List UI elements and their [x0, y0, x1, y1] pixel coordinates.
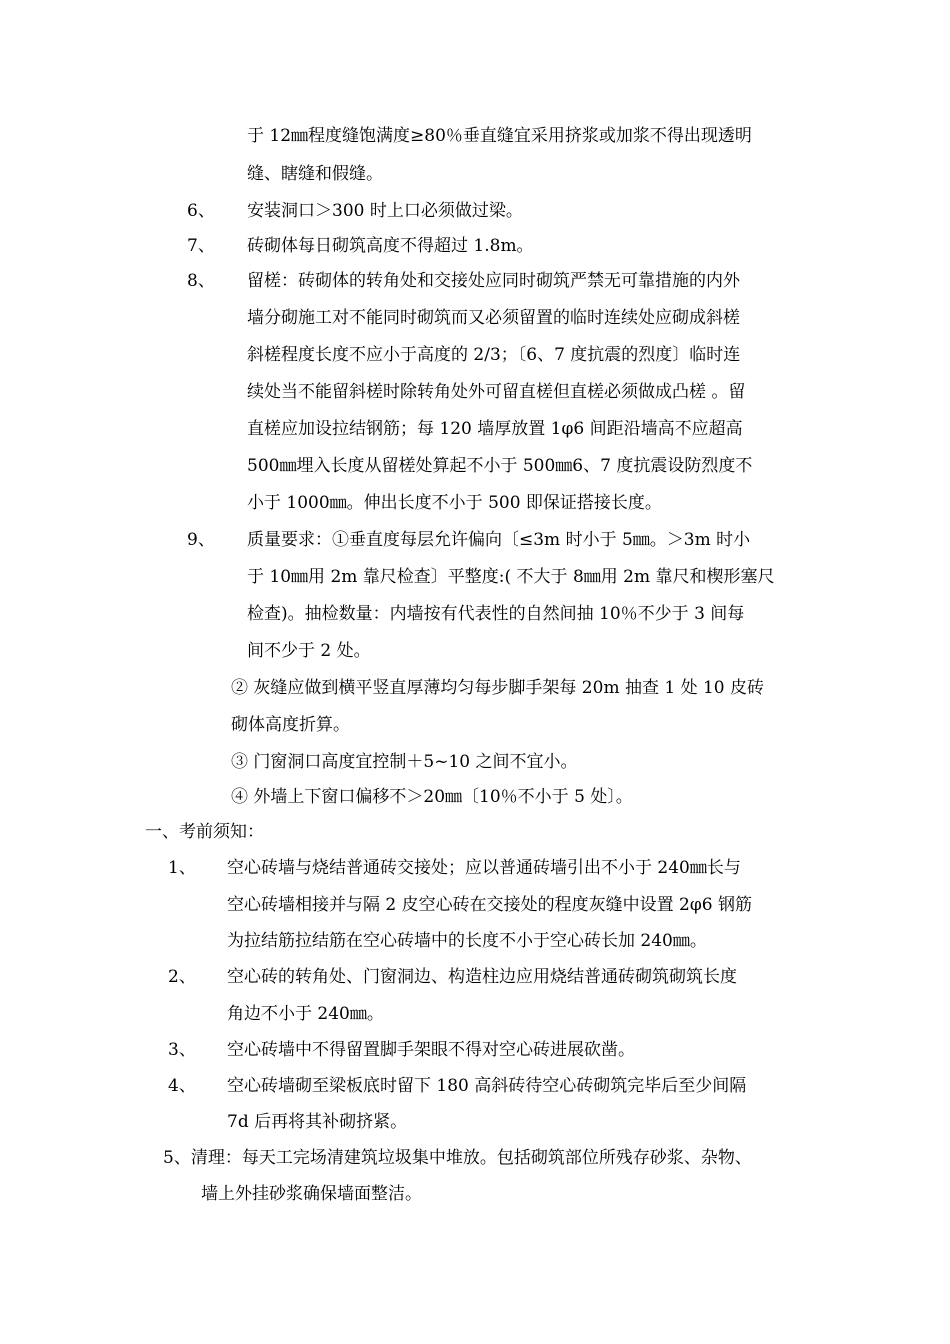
item-number: 2、 — [168, 967, 196, 987]
text-line: ③ 门窗洞口高度宜控制＋5~10 之间不宜小。 — [231, 752, 578, 772]
text-line: 质量要求：①垂直度每层允许偏向〔≤3m 时小于 5㎜。＞3m 时小 — [247, 530, 751, 550]
text-line: 5、清理：每天工完场清建筑垃圾集中堆放。包括砌筑部位所残存砂浆、杂物、 — [163, 1148, 752, 1168]
text-line: 直槎应加设拉结钢筋；每 120 墙厚放置 1φ6 间距沿墙高不应超高 — [247, 419, 743, 439]
text-line: 于 12㎜程度缝饱满度≥80％垂直缝宜采用挤浆或加浆不得出现透明 — [247, 126, 752, 146]
text-line: 7d 后再将其补砌挤紧。 — [227, 1112, 408, 1132]
item-number: 8、 — [187, 271, 215, 291]
section-heading: 一、考前须知： — [145, 822, 264, 842]
text-line: 空心砖墙相接并与隔 2 皮空心砖在交接处的程度灰缝中设置 2φ6 钢筋 — [227, 895, 752, 915]
text-line: 缝、瞎缝和假缝。 — [247, 164, 383, 184]
text-line: 斜槎程度长度不应小于高度的 2/3；〔6、7 度抗震的烈度〕临时连 — [247, 345, 741, 365]
text-line: 于 10㎜用 2m 靠尺检查〕平整度:( 不大于 8㎜用 2m 靠尺和楔形塞尺 — [247, 567, 775, 587]
text-line: 砌体高度折算。 — [231, 715, 350, 735]
text-line: 墙分砌施工对不能同时砌筑而又必须留置的临时连续处应砌成斜槎 — [247, 308, 740, 328]
text-line: 空心砖墙与烧结普通砖交接处；应以普通砖墙引出不小于 240㎜长与 — [227, 858, 741, 878]
text-line: 间不少于 2 处。 — [247, 641, 371, 661]
text-line: 空心砖的转角处、门窗洞边、构造柱边应用烧结普通砖砌筑砌筑长度 — [227, 967, 737, 987]
text-line: 续处当不能留斜槎时除转角处外可留直槎但直槎必须做成凸槎 。留 — [247, 382, 746, 402]
text-line: 空心砖墙砌至梁板底时留下 180 高斜砖待空心砖砌筑完毕后至少间隔 — [227, 1076, 747, 1096]
text-line: 安装洞口＞300 时上口必须做过梁。 — [247, 201, 523, 221]
item-number: 4、 — [168, 1076, 196, 1096]
text-line: 空心砖墙中不得留置脚手架眼不得对空心砖进展砍凿。 — [227, 1040, 635, 1060]
text-line: ④ 外墙上下窗口偏移不＞20㎜〔10％不小于 5 处〕。 — [231, 787, 633, 807]
item-number: 9、 — [187, 530, 215, 550]
text-line: 留槎：砖砌体的转角处和交接处应同时砌筑严禁无可靠措施的内外 — [247, 271, 740, 291]
text-line: 角边不小于 240㎜。 — [227, 1004, 384, 1024]
text-line: 500㎜埋入长度从留槎处算起不小于 500㎜6、7 度抗震设防烈度不 — [247, 456, 753, 476]
text-line: 检查)。抽检数量：内墙按有代表性的自然间抽 10％不少于 3 间每 — [247, 604, 745, 624]
text-line: 墙上外挂砂浆确保墙面整洁。 — [201, 1184, 422, 1204]
text-line: 为拉结筋拉结筋在空心砖墙中的长度不小于空心砖长加 240㎜。 — [227, 931, 707, 951]
text-line: 砖砌体每日砌筑高度不得超过 1.8m。 — [247, 236, 534, 256]
item-number: 1、 — [168, 858, 196, 878]
item-number: 6、 — [187, 201, 215, 221]
text-line: ② 灰缝应做到横平竖直厚薄均匀每步脚手架每 20m 抽查 1 处 10 皮砖 — [231, 678, 765, 698]
item-number: 3、 — [168, 1040, 196, 1060]
text-line: 小于 1000㎜。伸出长度不小于 500 即保证搭接长度。 — [247, 493, 662, 513]
item-number: 7、 — [187, 236, 215, 256]
